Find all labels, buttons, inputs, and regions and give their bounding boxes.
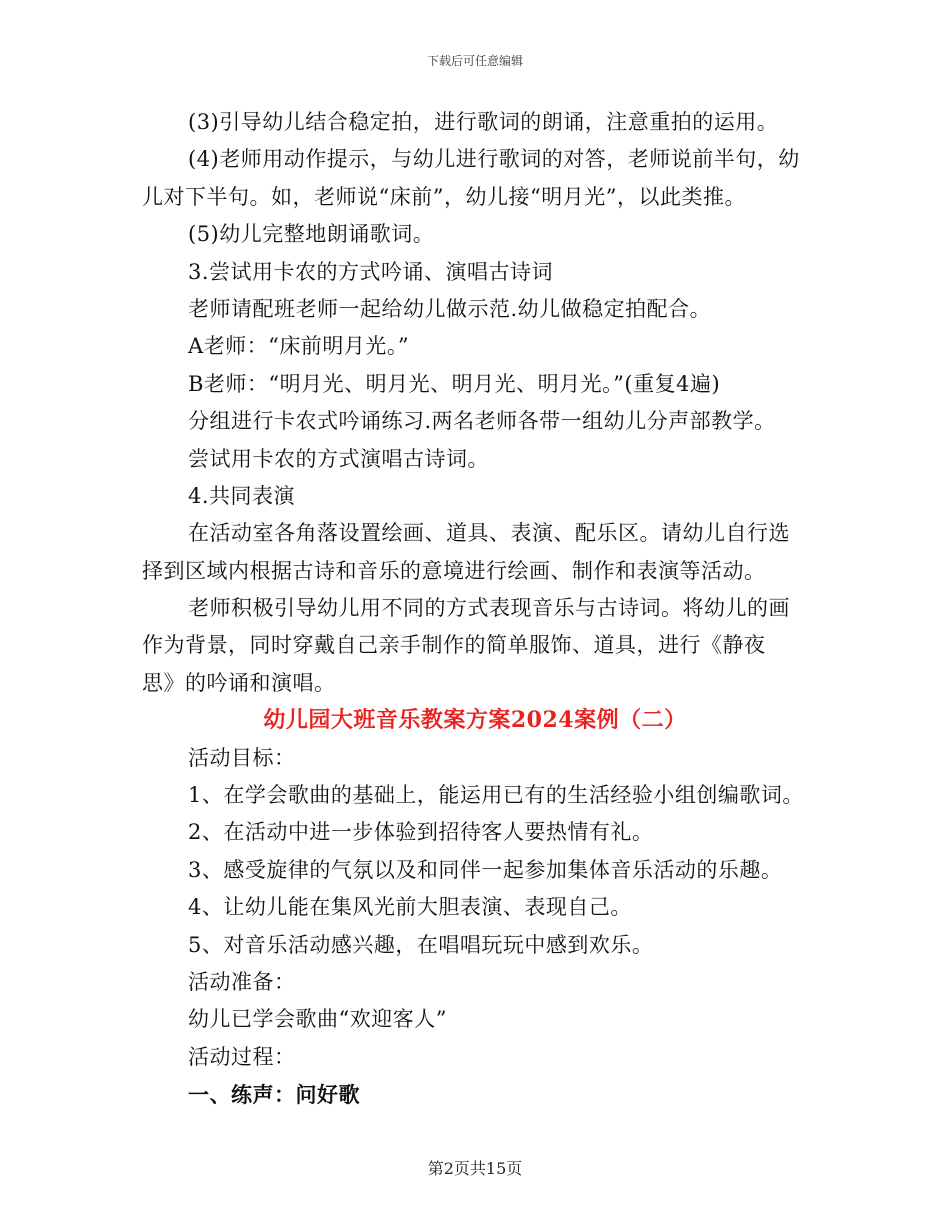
paragraph-areas-cont: 择到区域内根据古诗和音乐的意境进行绘画、制作和表演等活动。 [142, 558, 766, 583]
section-heading-4: 4.共同表演 [188, 483, 296, 508]
paragraph-preparation: 幼儿已学会歌曲“欢迎客人” [188, 1007, 447, 1032]
paragraph-teacher-b: B老师：“明月光、明月光、明月光、明月光。”(重复4遍) [188, 371, 721, 396]
heading-preparation: 活动准备： [188, 969, 296, 994]
paragraph-step-3: (3)引导幼儿结合稳定拍，进行歌词的朗诵，注意重拍的运用。 [188, 110, 779, 134]
paragraph-step-5: (5)幼儿完整地朗诵歌词。 [188, 222, 435, 247]
paragraph-step-4: (4)老师用动作提示，与幼儿进行歌词的对答，老师说前半句，幼 [188, 147, 800, 172]
goal-item-3: 3、感受旋律的气氛以及和同伴一起参加集体音乐活动的乐趣。 [188, 857, 783, 882]
goal-item-1: 1、在学会歌曲的基础上，能运用已有的生活经验小组创编歌词。 [188, 783, 804, 808]
section-heading-3: 3.尝试用卡农的方式吟诵、演唱古诗词 [188, 259, 554, 284]
document-body [142, 104, 808, 1114]
paragraph-teacher-a: A老师：“床前明月光。” [188, 334, 410, 359]
page-header: 下载后可任意编辑 [426, 54, 523, 68]
heading-process: 活动过程： [188, 1044, 296, 1069]
paragraph-guide-cont: 作为背景，同时穿戴自己亲手制作的简单服饰、道具，进行《静夜 [142, 633, 766, 658]
page-footer: 第2页共15页 [427, 1159, 523, 1178]
paragraph-try-singing: 尝试用卡农的方式演唱古诗词。 [188, 446, 489, 471]
paragraph-group-practice: 分组进行卡农式吟诵练习.两名老师各带一组幼儿分声部教学。 [188, 409, 776, 434]
paragraph-guide-end: 思》的吟诵和演唱。 [142, 670, 336, 695]
goal-item-4: 4、让幼儿能在集风光前大胆表演、表现自己。 [188, 895, 632, 920]
heading-warmup: 一、练声：问好歌 [188, 1082, 360, 1108]
paragraph-demo: 老师请配班老师一起给幼儿做示范.幼儿做稳定拍配合。 [188, 296, 712, 321]
paragraph-areas: 在活动室各角落设置绘画、道具、表演、配乐区。请幼儿自行选 [188, 521, 790, 546]
paragraph-step-4-cont: 儿对下半句。如，老师说“床前”，幼儿接“明月光”，以此类推。 [142, 184, 746, 209]
goal-item-2: 2、在活动中进一步体验到招待客人要热情有礼。 [188, 820, 654, 845]
goal-item-5: 5、对音乐活动感兴趣，在唱唱玩玩中感到欢乐。 [188, 932, 654, 957]
heading-goals: 活动目标： [188, 745, 296, 770]
document-title: 幼儿园大班音乐教案方案2024案例（二） [263, 707, 687, 734]
paragraph-guide: 老师积极引导幼儿用不同的方式表现音乐与古诗词。将幼儿的画 [188, 596, 790, 621]
